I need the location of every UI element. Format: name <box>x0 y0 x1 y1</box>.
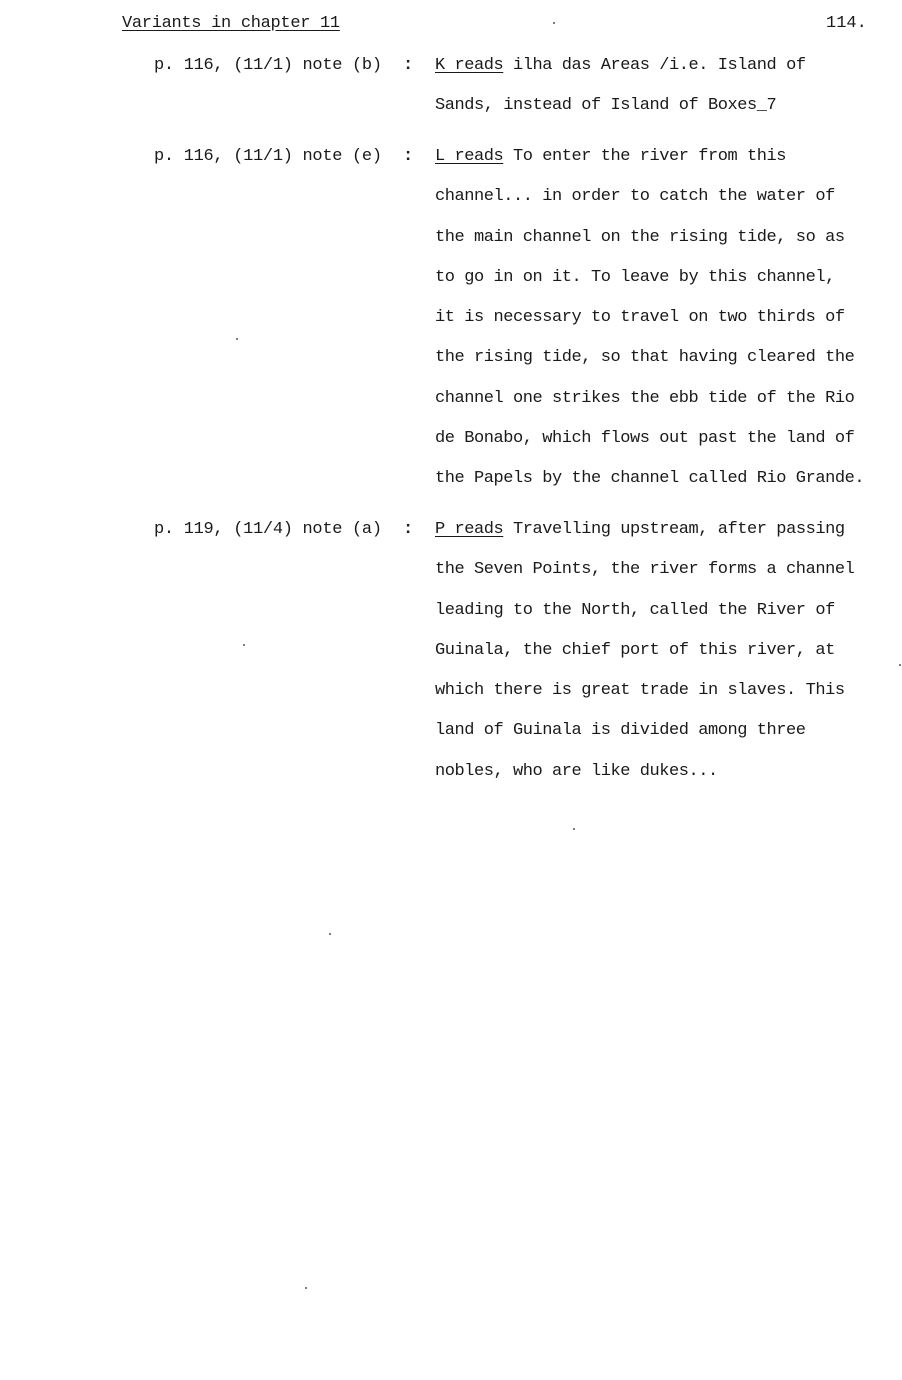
scan-speck <box>243 644 245 646</box>
variant-line: which there is great trade in slaves. This <box>435 681 845 701</box>
variant-line: Sands, instead of Island of Boxes_7 <box>435 96 777 116</box>
variant-line: the main channel on the rising tide, so as <box>435 227 845 247</box>
scan-speck <box>573 828 575 830</box>
variant-text <box>435 510 895 792</box>
scan-speck <box>305 1287 307 1289</box>
scan-speck <box>553 22 555 24</box>
variant-line: Guinala, the chief port of this river, at <box>435 640 835 660</box>
variant-line: leading to the North, called the River of <box>435 600 835 620</box>
page-header-title: Variants in chapter 11 <box>122 14 340 33</box>
variant-line: the rising tide, so that having cleared the <box>435 348 855 368</box>
variant-line: de Bonabo, which flows out past the land of <box>435 429 855 449</box>
scan-speck <box>329 933 331 935</box>
variant-line: the Seven Points, the river forms a channel <box>435 560 855 580</box>
variant-separator: : <box>403 147 414 166</box>
variant-text <box>435 137 895 500</box>
variant-line: land of Guinala is divided among three <box>435 721 806 741</box>
variant-separator: : <box>403 56 414 75</box>
variant-line: K reads ilha das Areas /i.e. Island of <box>435 56 806 75</box>
reads-label: P reads <box>435 520 504 539</box>
variant-reference: p. 119, (11/4) note (a) <box>154 520 382 539</box>
reads-label: K reads <box>435 56 504 75</box>
variant-line: P reads Travelling upstream, after passing <box>435 520 845 539</box>
variant-line: to go in on it. To leave by this channel, <box>435 267 835 287</box>
variant-line: channel... in order to catch the water of <box>435 187 835 207</box>
variant-line: nobles, who are like dukes... <box>435 761 718 781</box>
variant-line: it is necessary to travel on two thirds of <box>435 308 845 328</box>
variant-reference: p. 116, (11/1) note (b) <box>154 56 382 75</box>
variant-line: L reads To enter the river from this <box>435 147 787 166</box>
variant-line: the Papels by the channel called Rio Grande. <box>435 469 865 489</box>
variant-separator: : <box>403 520 414 539</box>
page-number: 114. <box>826 14 867 33</box>
variant-line: channel one strikes the ebb tide of the Rio <box>435 388 855 408</box>
variant-text <box>435 46 895 127</box>
variant-reference: p. 116, (11/1) note (e) <box>154 147 382 166</box>
scan-speck <box>899 664 901 666</box>
scan-speck <box>236 338 238 340</box>
reads-label: L reads <box>435 147 504 166</box>
